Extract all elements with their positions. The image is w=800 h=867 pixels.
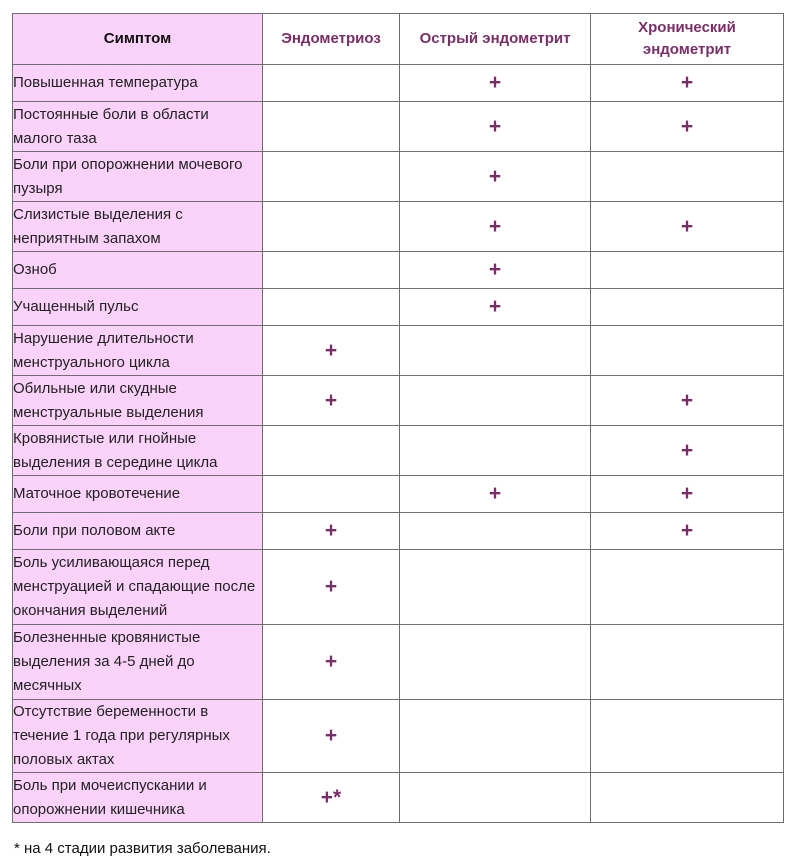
- table-body: [13, 65, 784, 823]
- symptom-cell: Болезненные кровянистые выделения за 4-5 дней до месячных: [13, 625, 263, 700]
- endometriosis-mark-cell: [263, 700, 400, 773]
- endometriosis-mark-cell: [263, 376, 400, 426]
- chronic-endometritis-mark-cell: [591, 550, 784, 625]
- endometriosis-mark-cell: [263, 326, 400, 376]
- table-row: [13, 102, 784, 152]
- acute-endometritis-mark-cell: [400, 376, 591, 426]
- table-row: [13, 65, 784, 102]
- chronic-endometritis-mark-cell: [591, 513, 784, 550]
- acute-endometritis-mark-cell: [400, 65, 591, 102]
- chronic-endometritis-mark: +: [680, 482, 694, 505]
- table-row: [13, 550, 784, 625]
- chronic-endometritis-mark: +: [680, 214, 694, 238]
- symptom-cell: Боли при опорожнении мочевого пузыря: [13, 152, 263, 202]
- symptom-cell: Повышенная температура: [13, 65, 263, 102]
- header-row: [13, 14, 784, 65]
- chronic-endometritis-mark-cell: [591, 252, 784, 289]
- symptom-cell: Маточное кровотечение: [13, 476, 263, 513]
- acute-endometritis-mark-cell: [400, 152, 591, 202]
- endometriosis-mark-cell: [263, 476, 400, 513]
- acute-endometritis-mark-cell: [400, 202, 591, 252]
- table-row: [13, 202, 784, 252]
- chronic-endometritis-mark-cell: [591, 376, 784, 426]
- endometriosis-mark: +: [324, 519, 338, 542]
- chronic-endometritis-mark: +: [680, 388, 694, 412]
- table-row: [13, 700, 784, 773]
- acute-endometritis-mark-cell: [400, 326, 591, 376]
- acute-endometritis-mark-cell: [400, 513, 591, 550]
- header-chronic-endometritis: Хронический эндометрит: [591, 14, 784, 65]
- endometriosis-mark-cell: [263, 513, 400, 550]
- chronic-endometritis-mark-cell: [591, 65, 784, 102]
- symptom-cell: Боли при половом акте: [13, 513, 263, 550]
- endometriosis-mark-cell: [263, 625, 400, 700]
- endometriosis-mark: +*: [320, 785, 342, 809]
- chronic-endometritis-mark: +: [680, 71, 694, 94]
- endometriosis-mark-cell: [263, 202, 400, 252]
- table-row: [13, 426, 784, 476]
- acute-endometritis-mark: +: [488, 482, 502, 505]
- acute-endometritis-mark: +: [488, 295, 502, 318]
- endometriosis-mark: +: [324, 650, 338, 673]
- symptom-cell: Слизистые выделения с неприятным запахом: [13, 202, 263, 252]
- endometriosis-mark-cell: [263, 550, 400, 625]
- acute-endometritis-mark: +: [488, 71, 502, 94]
- table-row: [13, 152, 784, 202]
- header-acute-endometritis: Острый эндометрит: [400, 14, 591, 65]
- acute-endometritis-mark: +: [488, 114, 502, 138]
- chronic-endometritis-mark-cell: [591, 102, 784, 152]
- endometriosis-mark-cell: [263, 289, 400, 326]
- acute-endometritis-mark-cell: [400, 102, 591, 152]
- symptom-cell: Кровянистые или гнойные выделения в середине цикла: [13, 426, 263, 476]
- chronic-endometritis-mark: +: [680, 519, 694, 542]
- acute-endometritis-mark-cell: [400, 625, 591, 700]
- endometriosis-mark: +: [324, 724, 338, 747]
- table-row: [13, 773, 784, 823]
- chronic-endometritis-mark-cell: [591, 426, 784, 476]
- endometriosis-mark-cell: [263, 426, 400, 476]
- table-row: [13, 625, 784, 700]
- endometriosis-mark: +: [324, 575, 338, 598]
- acute-endometritis-mark-cell: [400, 773, 591, 823]
- chronic-endometritis-mark: +: [680, 114, 694, 138]
- header-symptom: Симптом: [13, 14, 263, 65]
- endometriosis-mark-cell: [263, 252, 400, 289]
- chronic-endometritis-mark-cell: [591, 326, 784, 376]
- table-row: [13, 376, 784, 426]
- symptom-cell: Обильные или скудные менструальные выделения: [13, 376, 263, 426]
- acute-endometritis-mark-cell: [400, 252, 591, 289]
- symptom-cell: Озноб: [13, 252, 263, 289]
- symptom-cell: Нарушение длительности менструального цикла: [13, 326, 263, 376]
- endometriosis-mark: +: [324, 388, 338, 412]
- endometriosis-mark: +: [324, 338, 338, 362]
- symptom-cell: Постоянные боли в области малого таза: [13, 102, 263, 152]
- acute-endometritis-mark: +: [488, 164, 502, 188]
- acute-endometritis-mark-cell: [400, 700, 591, 773]
- acute-endometritis-mark-cell: [400, 289, 591, 326]
- table-row: [13, 476, 784, 513]
- acute-endometritis-mark-cell: [400, 550, 591, 625]
- acute-endometritis-mark: +: [488, 214, 502, 238]
- chronic-endometritis-mark-cell: [591, 202, 784, 252]
- chronic-endometritis-mark-cell: [591, 773, 784, 823]
- acute-endometritis-mark: +: [488, 258, 502, 281]
- symptom-cell: Отсутствие беременности в течение 1 года при регулярных половых актах: [13, 700, 263, 773]
- chronic-endometritis-mark-cell: [591, 476, 784, 513]
- endometriosis-mark-cell: [263, 773, 400, 823]
- chronic-endometritis-mark: +: [680, 438, 694, 462]
- endometriosis-mark-cell: [263, 65, 400, 102]
- chronic-endometritis-mark-cell: [591, 152, 784, 202]
- footnote: * на 4 стадии развития заболевания.: [14, 840, 271, 857]
- table-row: [13, 252, 784, 289]
- chronic-endometritis-mark-cell: [591, 289, 784, 326]
- endometriosis-mark-cell: [263, 102, 400, 152]
- table-row: [13, 513, 784, 550]
- chronic-endometritis-mark-cell: [591, 700, 784, 773]
- endometriosis-mark-cell: [263, 152, 400, 202]
- symptom-cell: Учащенный пульс: [13, 289, 263, 326]
- acute-endometritis-mark-cell: [400, 476, 591, 513]
- symptoms-table: [12, 13, 784, 823]
- table-row: [13, 326, 784, 376]
- table-row: [13, 289, 784, 326]
- symptom-cell: Боль при мочеиспускании и опорожнении кишечника: [13, 773, 263, 823]
- chronic-endometritis-mark-cell: [591, 625, 784, 700]
- acute-endometritis-mark-cell: [400, 426, 591, 476]
- header-endometriosis: Эндометриоз: [263, 14, 400, 65]
- symptom-cell: Боль усиливающаяся перед менструацией и спадающие после окончания выделений: [13, 550, 263, 625]
